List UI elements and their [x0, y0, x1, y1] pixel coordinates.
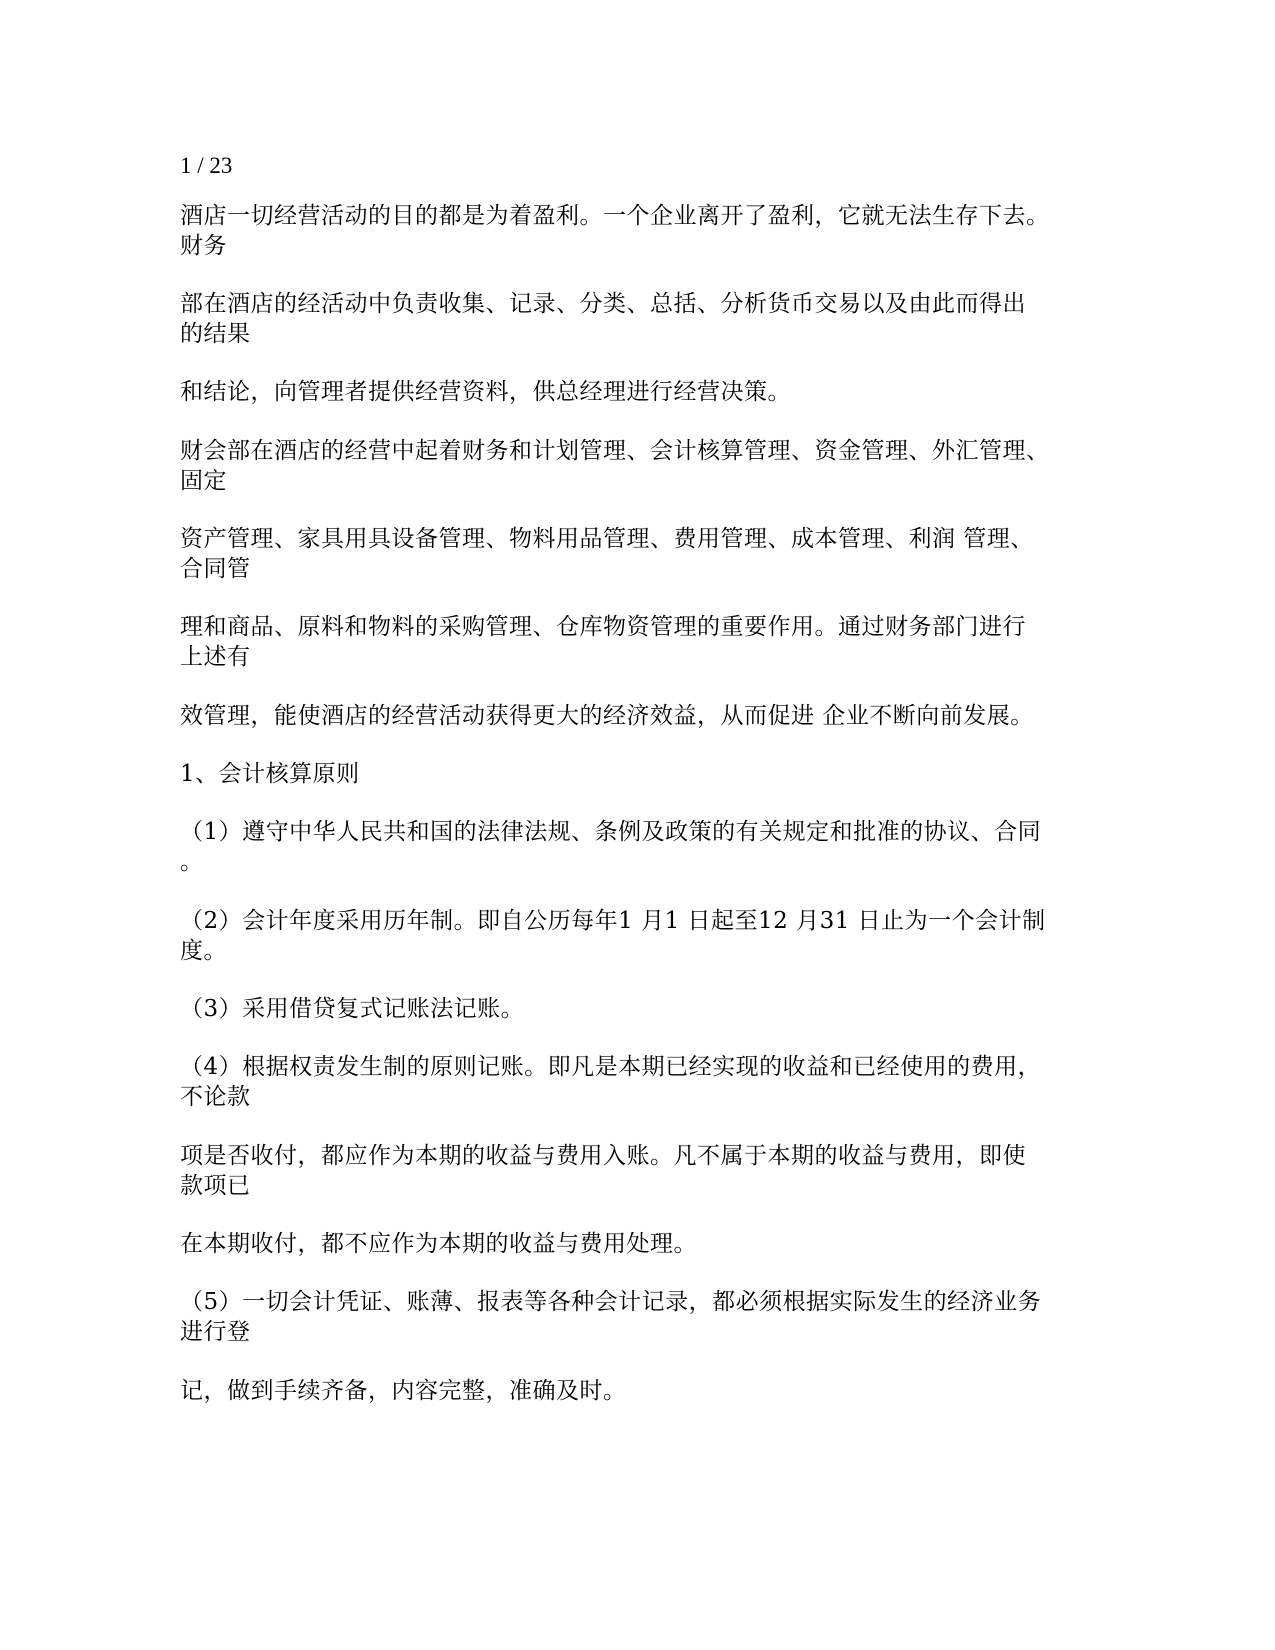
paragraph-line: 的结果	[180, 321, 251, 347]
paragraph-line: 上述有	[180, 644, 251, 670]
paragraph-line: 项是否收付，都应作为本期的收益与费用入账。凡不属于本期的收益与费用，即使	[180, 1143, 1026, 1169]
paragraph-line: 记，做到手续齐备，内容完整，准确及时。	[180, 1378, 627, 1404]
paragraph-line: 理和商品、原料和物料的采购管理、仓库物资管理的重要作用。通过财务部门进行	[180, 614, 1026, 640]
page-number: 1 / 23	[180, 153, 233, 178]
paragraph-line: 固定	[180, 468, 227, 494]
paragraph-line: 财务	[180, 233, 227, 259]
paragraph-line: 进行登	[180, 1319, 251, 1345]
paragraph-line: 度。	[180, 938, 227, 964]
paragraph-line: 酒店一切经营活动的目的都是为着盈利。一个企业离开了盈利，它就无法生存下去。	[180, 203, 1050, 229]
paragraph-line: 。	[180, 849, 204, 875]
paragraph-line: （2）会计年度采用历年制。即自公历每年1 月1 日起至12 月31 日止为一个会计制	[180, 908, 1046, 934]
paragraph-line: 在本期收付，都不应作为本期的收益与费用处理。	[180, 1231, 697, 1257]
paragraph-line: 效管理，能使酒店的经营活动获得更大的经济效益，从而促进 企业不断向前发展。	[180, 703, 1034, 729]
paragraph-line: 部在酒店的经活动中负责收集、记录、分类、总括、分析货币交易以及由此而得出	[180, 291, 1026, 317]
paragraph-line: （4）根据权责发生制的原则记账。即凡是本期已经实现的收益和已经使用的费用，	[180, 1054, 1042, 1080]
paragraph-line: 财会部在酒店的经营中起着财务和计划管理、会计核算管理、资金管理、外汇管理、	[180, 438, 1050, 464]
paragraph-line: 不论款	[180, 1084, 251, 1110]
paragraph-line: 款项已	[180, 1173, 251, 1199]
paragraph-line: 和结论，向管理者提供经营资料，供总经理进行经营决策。	[180, 379, 791, 405]
paragraph-line: （5）一切会计凭证、账薄、报表等各种会计记录，都必须根据实际发生的经济业务	[180, 1289, 1042, 1315]
section-heading: 1、会计核算原则	[180, 761, 360, 787]
paragraph-line: （1）遵守中华人民共和国的法律法规、条例及政策的有关规定和批准的协议、合同	[180, 819, 1042, 845]
paragraph-line: 合同管	[180, 556, 251, 582]
paragraph-line: 资产管理、家具用具设备管理、物料用品管理、费用管理、成本管理、利润 管理、	[180, 526, 1034, 552]
paragraph-line: （3）采用借贷复式记账法记账。	[180, 996, 525, 1022]
